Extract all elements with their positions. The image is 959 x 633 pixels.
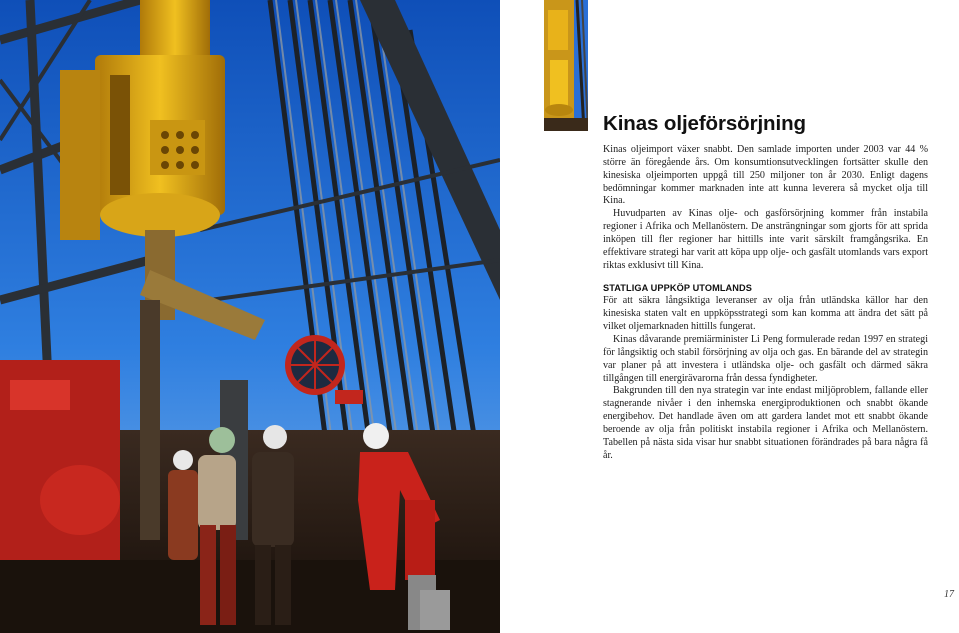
page-number: 17	[944, 589, 954, 600]
section-paragraph-2: Kinas dåvarande premiärminister Li Peng formulerade redan 1997 en strategi för långsiktig och stabil försörjning av olja och gas. En bärande del av strategin var planer på att investera i utländska olje- och gasfält och därmed säkra tillgången till energirävarorna från dessa fyndigheter.	[603, 333, 928, 384]
section-paragraph-1: För att säkra långsiktiga leveranser av olja från utländska källor har den kinesiska staten valt en uppköpsstrategi som kan komma att ändra det sätt på vilket oljemarknaden hittills fungerat.	[603, 295, 928, 333]
intro-paragraph-1: Kinas oljeimport växer snabbt. Den samlade importen under 2003 var 44 % större än föregående års. Om konsumtionsutvecklingen fortsätter skulle den kinesiska oljeimporten uppgå till 250 miljoner ton år 2030. Enligt dagens bedömningar kommer marknaden inte att kunna leverera så mycket olja till Kina.	[603, 144, 928, 207]
article	[603, 111, 928, 462]
page-title: Kinas oljeförsörjning	[603, 112, 806, 135]
rig-detail-photo	[544, 0, 588, 131]
section-heading: STATLIGA UPPKÖP UTOMLANDS	[603, 283, 752, 294]
intro-paragraph-2: Huvudparten av Kinas olje- och gasförsörjning kommer från instabila regioner i Afrika och Mellanöstern. De ansträngningar som gjorts för att sprida inköpen till fler regioner har hittills inte varit särskilt framgångsrika. En effektivare strategi har varit att köpa upp olje- och gasfält utomlands vars export riktas exklusivt till Kina.	[603, 208, 928, 271]
rig-detail-illustration	[544, 0, 588, 131]
section-paragraph-3: Bakgrunden till den nya strategin var inte endast miljöproblem, fallande eller stagnerande nivåer i den inhemska energiproduktionen och snabbt ökande energibehov. Det handlade även om att gardera landet mot ett snabbt ökande beroende av olja från politiskt instabila regioner i Afrika och Mellanöstern. Tabellen på nästa sida visar hur snabbt situationen förändrades på bara några få år.	[603, 385, 928, 461]
